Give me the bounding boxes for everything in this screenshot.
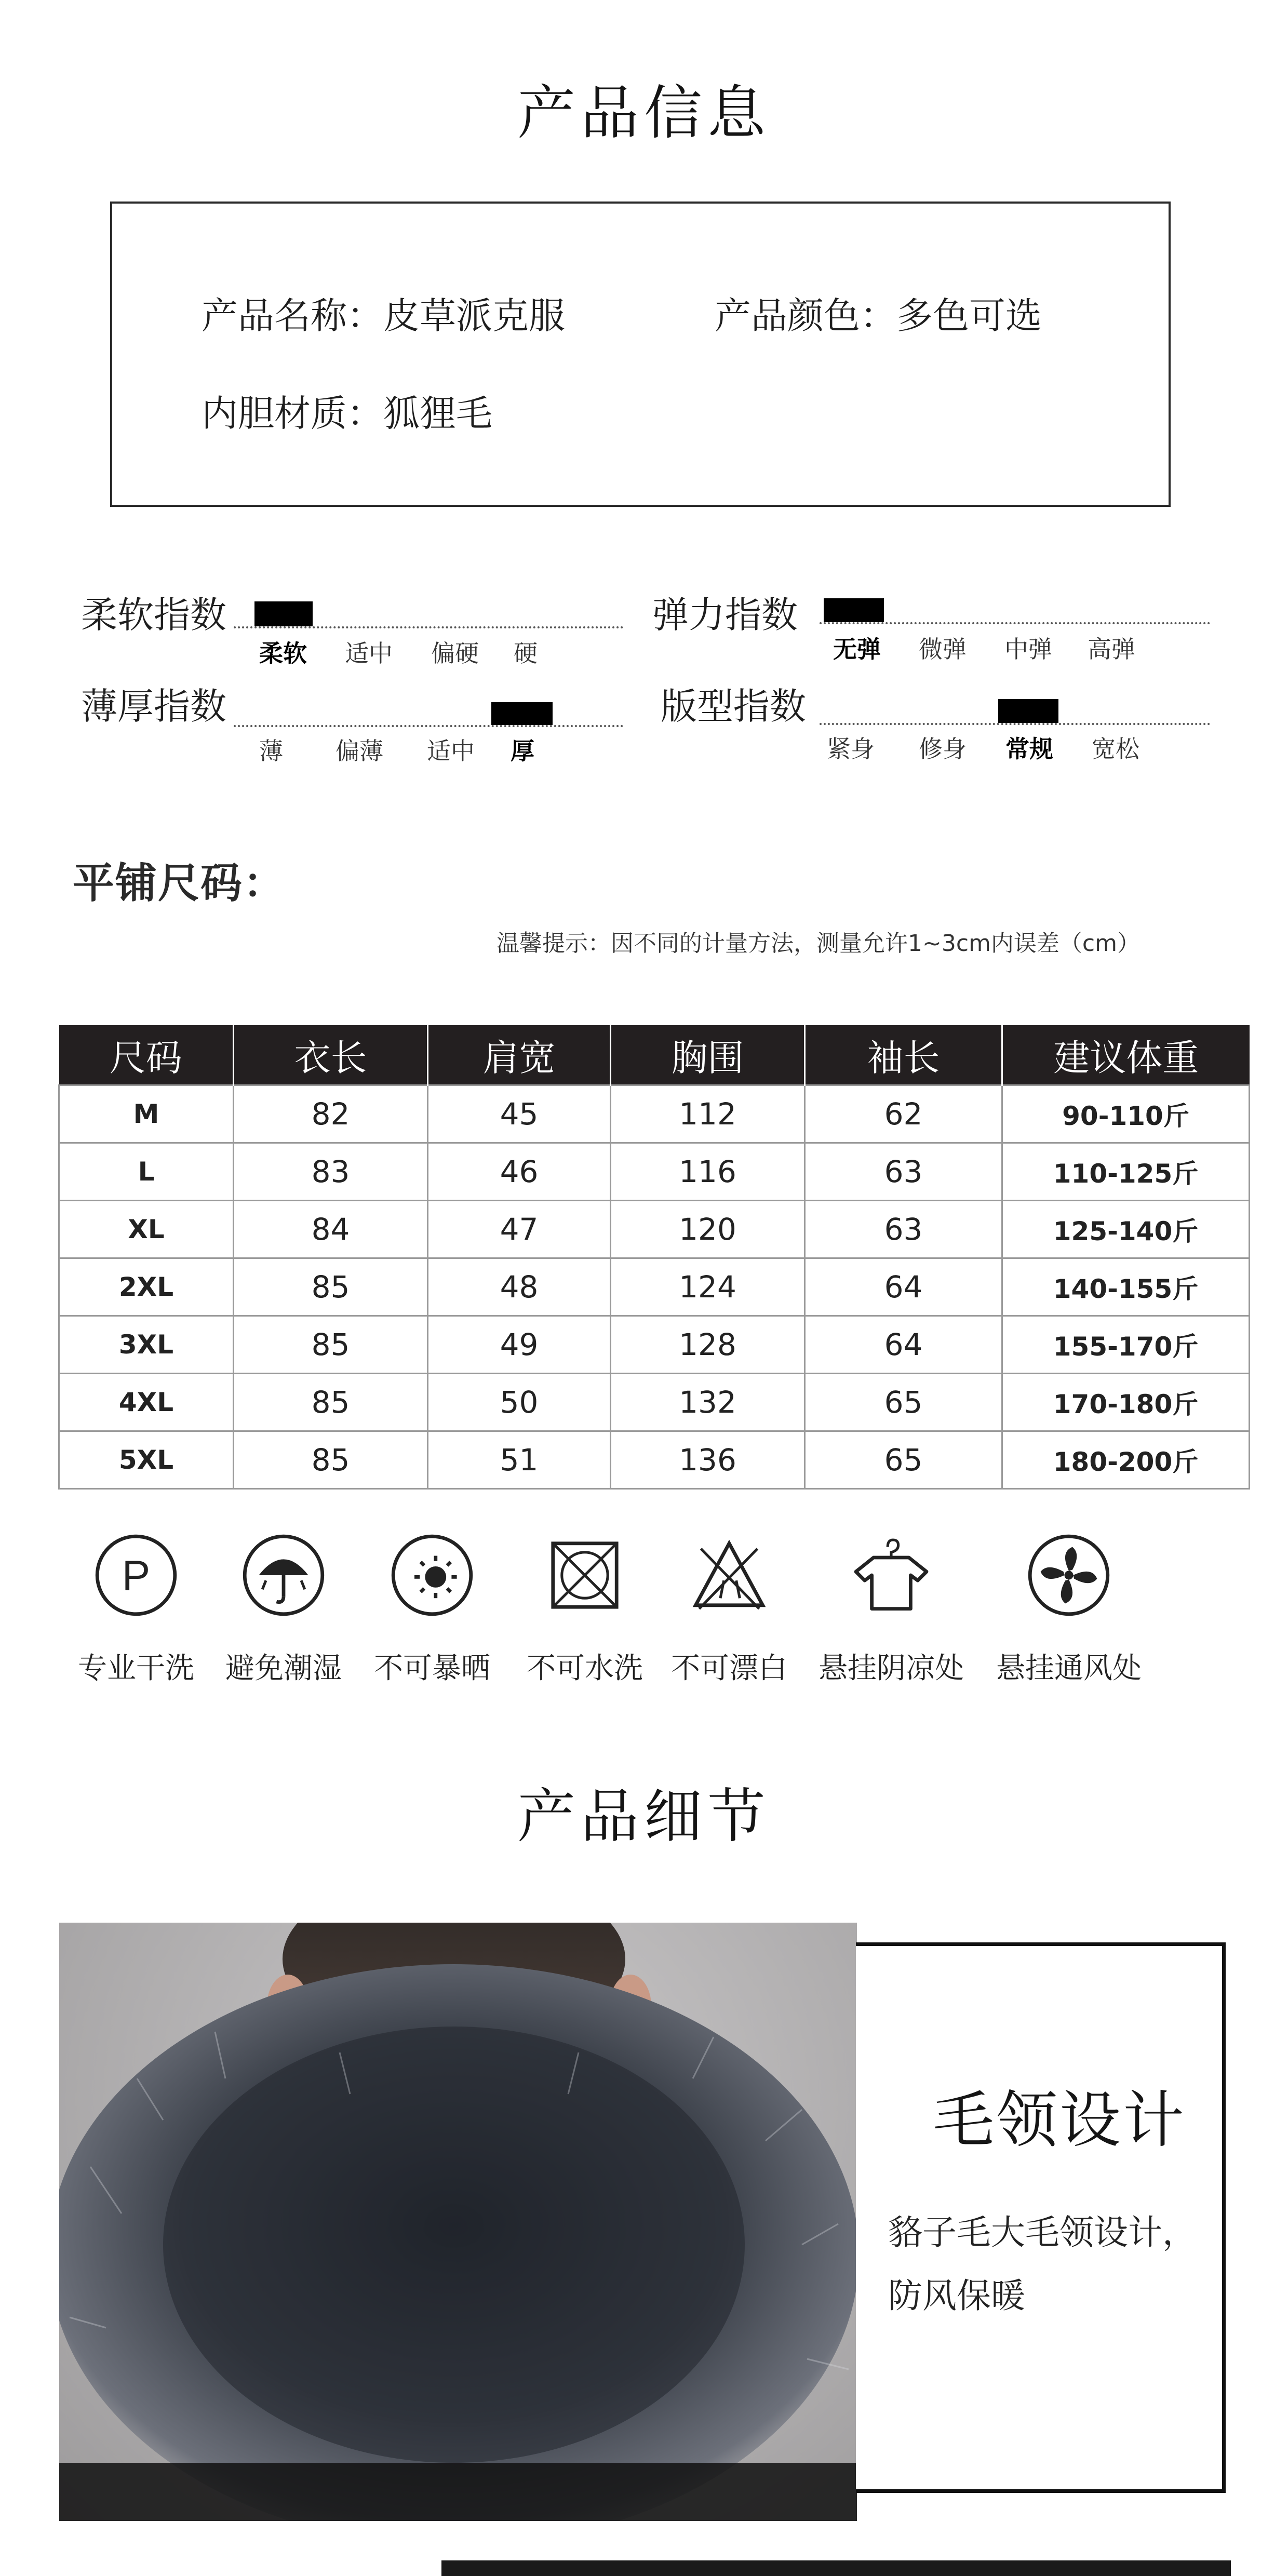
product-info-title: 产品信息 [517,79,771,147]
table-cell: 170-180斤 [1002,1374,1250,1431]
table-cell: 63 [805,1143,1002,1201]
table-cell: 112 [611,1085,805,1143]
table-cell: 51 [428,1431,611,1489]
index-option: 硬 [514,639,538,667]
index-option: 微弹 [919,635,967,663]
index-label: 版型指数 [661,685,806,728]
table-cell: 82 [234,1085,428,1143]
index-option: 修身 [919,735,967,763]
product-name: 产品名称：皮草派克服 [202,294,565,337]
table-cell: 46 [428,1143,611,1201]
index-label: 柔软指数 [81,594,226,636]
table-cell: 110-125斤 [1002,1143,1250,1201]
fur-collar-photo [59,1923,857,2521]
table-cell: 45 [428,1085,611,1143]
column-header: 尺码 [59,1025,234,1085]
table-cell: 2XL [59,1258,234,1316]
index-label: 弹力指数 [652,594,798,636]
table-cell: 63 [805,1201,1002,1258]
table-cell: 128 [611,1316,805,1374]
table-cell: 85 [234,1374,428,1431]
table-cell: 64 [805,1258,1002,1316]
index-marker [254,601,313,626]
table-cell: 49 [428,1316,611,1374]
table-cell: L [59,1143,234,1201]
detail-card [856,1942,1226,2493]
svg-text:P: P [122,1552,151,1600]
table-row [59,1316,1250,1374]
hang-ventilated-icon [1025,1531,1113,1619]
column-header: 建议体重 [1002,1025,1250,1085]
index-marker [998,699,1058,723]
table-cell: 62 [805,1085,1002,1143]
table-cell: 50 [428,1374,611,1431]
index-option: 适中 [427,737,475,765]
index-option: 中弹 [1004,635,1052,663]
index-option: 常规 [1005,735,1053,763]
table-cell: 125-140斤 [1002,1201,1250,1258]
feature-description-line-2: 防风保暖 [888,2276,1025,2316]
product-detail-title: 产品细节 [517,1783,771,1850]
table-cell: XL [59,1201,234,1258]
feature-title: 毛领设计 [933,2084,1187,2156]
table-cell: 140-155斤 [1002,1258,1250,1316]
table-cell: 85 [234,1431,428,1489]
care-label: 不可漂白 [671,1652,787,1685]
no-water-wash-icon [541,1531,629,1619]
table-row [59,1085,1250,1143]
index-option: 无弹 [833,635,881,663]
no-bleach-icon [685,1531,773,1619]
care-label: 悬挂阴凉处 [819,1652,964,1685]
table-cell: 85 [234,1316,428,1374]
index-marker [491,702,553,725]
table-row [59,1431,1250,1489]
table-cell: 84 [234,1201,428,1258]
care-label: 悬挂通风处 [996,1652,1142,1685]
index-option: 薄 [259,737,283,765]
care-item [996,1531,1142,1687]
size-heading: 平铺尺码： [73,859,286,907]
index-option: 紧身 [827,735,875,763]
table-cell: 3XL [59,1316,234,1374]
care-item [819,1531,964,1687]
index-option: 柔软 [259,639,307,667]
table-row [59,1374,1250,1431]
table-row [59,1143,1250,1201]
index-marker [824,598,884,622]
table-cell: M [59,1085,234,1143]
care-label: 专业干洗 [78,1652,194,1685]
no-sun-exposure-icon [388,1531,476,1619]
column-header: 衣长 [234,1025,428,1085]
column-header: 袖长 [805,1025,1002,1085]
care-label: 避免潮湿 [225,1652,342,1685]
index-label: 薄厚指数 [81,685,226,728]
table-cell: 65 [805,1374,1002,1431]
care-label: 不可水洗 [527,1652,643,1685]
index-line [820,622,1210,624]
next-photo-edge [441,2560,1231,2576]
care-item [512,1531,658,1687]
measurement-note: 温馨提示：因不同的计量方法，测量允许1~3cm内误差（cm） [497,930,1140,957]
table-header-row [59,1025,1250,1085]
index-option: 厚 [511,737,534,765]
size-table [58,1025,1250,1490]
hang-in-shade-icon [847,1531,935,1619]
feature-description-line-1: 貉子毛大毛领设计， [888,2212,1197,2252]
index-line [234,626,623,628]
index-option: 高弹 [1088,635,1135,663]
table-cell: 132 [611,1374,805,1431]
table-cell: 120 [611,1201,805,1258]
index-option: 适中 [345,639,393,667]
care-item [359,1531,505,1687]
column-header: 肩宽 [428,1025,611,1085]
table-cell: 116 [611,1143,805,1201]
table-cell: 5XL [59,1431,234,1489]
index-line [234,725,623,727]
index-option: 偏薄 [336,737,383,765]
column-header: 胸围 [611,1025,805,1085]
table-cell: 48 [428,1258,611,1316]
table-cell: 47 [428,1201,611,1258]
table-cell: 124 [611,1258,805,1316]
table-cell: 83 [234,1143,428,1201]
table-cell: 64 [805,1316,1002,1374]
table-row [59,1201,1250,1258]
care-item [63,1531,209,1687]
table-cell: 65 [805,1431,1002,1489]
product-info-box [110,202,1171,507]
care-item [656,1531,802,1687]
professional-dry-clean-icon [92,1531,180,1619]
table-cell: 155-170斤 [1002,1316,1250,1374]
fur-collar-image [59,1923,857,2521]
care-item [211,1531,356,1687]
table-cell: 85 [234,1258,428,1316]
index-line [820,723,1210,725]
avoid-humidity-icon [239,1531,328,1619]
table-cell: 136 [611,1431,805,1489]
table-cell: 4XL [59,1374,234,1431]
product-color: 产品颜色：多色可选 [715,294,1042,337]
care-label: 不可暴晒 [374,1652,490,1685]
table-row [59,1258,1250,1316]
table-cell: 180-200斤 [1002,1431,1250,1489]
index-option: 宽松 [1092,735,1139,763]
table-cell: 90-110斤 [1002,1085,1250,1143]
product-lining: 内胆材质：狐狸毛 [202,392,492,435]
index-option: 偏硬 [431,639,479,667]
